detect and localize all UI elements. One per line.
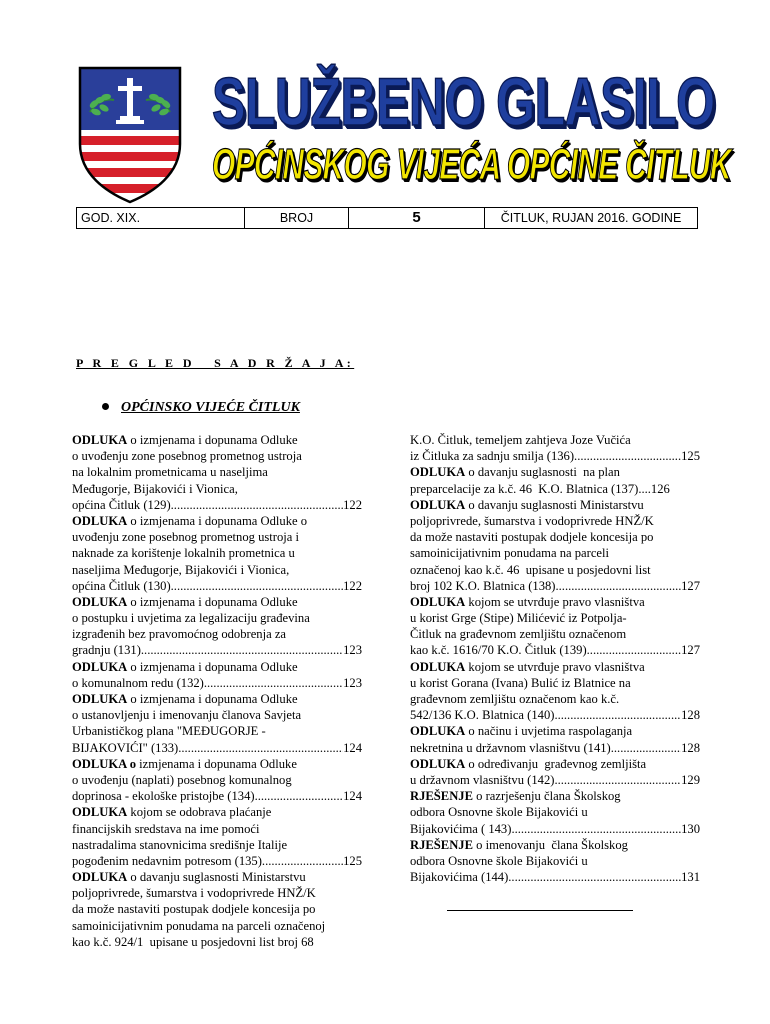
toc-entry-text: nastradalima stanovnicima središnje Italije	[72, 837, 288, 852]
toc-entry-text: o izmjenama i dopunama Odluke	[127, 692, 298, 706]
toc-entry-text: naknade za korištenje lokalnih prometnica u	[72, 546, 295, 561]
toc-page-number: 124	[343, 789, 362, 804]
toc-entry-line-with-page	[410, 642, 700, 658]
document-type-label: ODLUKA	[72, 870, 128, 885]
dot-leader	[178, 740, 343, 756]
toc-page-number: 130	[681, 821, 700, 836]
toc-entry-text: broj 102 K.O. Blatnica (138)	[410, 578, 556, 593]
toc-entry-line	[410, 513, 700, 529]
toc-entry-line	[72, 545, 362, 561]
toc-entry-text: o ustanovljenju i imenovanju članova Savjeta	[72, 708, 302, 723]
toc-entry-text: o komunalnom redu (132)	[72, 675, 204, 690]
toc-page-number: 127	[681, 643, 700, 658]
table-of-contents-heading: P R E G L E D S A D R Ž A J A:	[76, 356, 355, 370]
toc-entry-text: uvođenju zone posebnog prometnog ustroja i	[72, 530, 299, 545]
toc-entry-line	[72, 562, 362, 578]
document-type-label: RJEŠENJE	[410, 789, 473, 804]
toc-entry-line	[410, 481, 700, 497]
toc-entry-line	[72, 707, 362, 723]
toc-entry-text: preparcelacije za k.č. 46 K.O. Blatnica (137)....126	[410, 481, 670, 496]
masthead-title: SLUŽBENO GLASILO	[212, 64, 715, 140]
toc-entry-text: na lokalnim prometnicama u naseljima	[72, 465, 268, 480]
toc-entry-text: samoinicijativnim ponudama na parceli označenoj	[72, 918, 326, 933]
toc-page-number: 122	[343, 497, 362, 512]
document-type-label: ODLUKA	[410, 756, 466, 771]
toc-entry-text: iz Čitluka za sadnju smilja (136)	[410, 449, 575, 464]
toc-page-number: 125	[343, 853, 362, 868]
toc-entry-text: Bijakovićima (144)	[410, 870, 509, 885]
volume-cell: GOD. XIX.	[77, 208, 245, 228]
toc-page-number: 129	[681, 772, 700, 787]
toc-entry-line	[72, 821, 362, 837]
toc-entry-text: poljoprivrede, šumarstva i vodoprivrede HNŽ/K	[410, 513, 654, 528]
toc-entry-text: o izmjenama i dopunama Odluke	[127, 433, 298, 447]
toc-entry-line	[410, 464, 700, 480]
masthead-subtitle: OPĆINSKOG VIJEĆA OPĆINE ČITLUK	[212, 140, 731, 189]
dot-leader	[511, 821, 681, 837]
toc-entry-text: označenoj kao k.č. 46 upisane u posjedovni list	[410, 562, 651, 577]
toc-entry-line-with-page	[72, 740, 362, 756]
toc-entry-text: o uvođenju zone posebnog prometnog ustroja	[72, 449, 302, 464]
toc-entry-text: BIJAKOVIĆI" (133)	[72, 740, 179, 755]
toc-entry-text: u državnom vlasništvu (142)	[410, 772, 555, 787]
toc-entry-line-with-page	[410, 821, 700, 837]
toc-entry-line	[72, 756, 362, 772]
toc-entry-text: o razrješenju člana Školskog	[473, 789, 621, 804]
document-type-label: ODLUKA	[410, 659, 466, 674]
dot-leader	[171, 578, 343, 594]
document-type-label: ODLUKA	[72, 659, 128, 674]
toc-entry-line	[410, 837, 700, 853]
document-type-label: ODLUKA	[410, 465, 466, 480]
section-heading	[102, 400, 300, 416]
dot-leader	[204, 675, 343, 691]
toc-entry-text: kao k.č. 1616/70 K.O. Čitluk (139)	[410, 643, 587, 658]
toc-entry-line	[72, 691, 362, 707]
toc-entry-line	[72, 934, 362, 950]
toc-entry-text: odbora Osnovne škole Bijakovići u	[410, 805, 588, 820]
toc-entry-line	[410, 610, 700, 626]
issue-number-label: BROJ	[245, 208, 349, 228]
toc-entry-text: kojom se utvrđuje pravo vlasništva	[465, 659, 645, 674]
dot-leader	[171, 497, 343, 513]
toc-entry-text: kao k.č. 924/1 upisane u posjedovni list broj 68	[72, 934, 314, 949]
toc-entry-text: o određivanju građevnog zemljišta	[465, 756, 647, 771]
toc-entry-line	[410, 562, 700, 578]
toc-entry-line-with-page	[410, 707, 700, 723]
toc-left-column	[72, 432, 362, 950]
toc-entry-line	[72, 610, 362, 626]
toc-entry-line	[72, 918, 362, 934]
dot-leader	[554, 707, 681, 723]
toc-entry-text: o davanju suglasnosti Ministarstvu	[465, 497, 644, 512]
toc-entry-text: doprinosa - ekološke pristojbe (134)	[72, 789, 255, 804]
toc-entry-line-with-page	[410, 578, 700, 594]
toc-entry-line	[72, 529, 362, 545]
toc-entry-text: Urbanističkog plana "MEĐUGORJE -	[72, 724, 266, 739]
toc-entry-text: o imenovanju člana Školskog	[473, 837, 628, 852]
toc-entry-line	[72, 804, 362, 820]
toc-entry-line	[72, 901, 362, 917]
document-type-label: ODLUKA	[410, 497, 466, 512]
end-rule	[447, 910, 633, 911]
toc-entry-text: izmjenama i dopunama Odluke	[136, 756, 297, 771]
toc-entry-text: građevnom zemljištu označenom kao k.č.	[410, 692, 620, 706]
toc-entry-line	[410, 545, 700, 561]
toc-entry-text: o izmjenama i dopunama Odluke	[127, 594, 298, 609]
toc-entry-line	[72, 772, 362, 788]
toc-entry-line-with-page	[72, 788, 362, 804]
dot-leader	[508, 869, 681, 885]
toc-entry-text: pogođenim nedavnim potresom (135)	[72, 853, 262, 868]
toc-entry-line	[410, 529, 700, 545]
document-type-label: ODLUKA o	[72, 756, 137, 771]
toc-entry-text: općina Čitluk (130)	[72, 578, 171, 593]
toc-entry-line	[72, 837, 362, 853]
toc-entry-line	[410, 853, 700, 869]
toc-entry-line-with-page	[72, 675, 362, 691]
toc-entry-text: o uvođenju (naplati) posebnog komunalnog	[72, 772, 292, 787]
toc-entry-line	[72, 885, 362, 901]
toc-page-number: 123	[343, 675, 362, 690]
document-type-label: ODLUKA	[72, 433, 128, 447]
toc-page-number: 127	[681, 578, 700, 593]
toc-entry-text: u korist Gorana (Ivana) Bulić iz Blatnice na	[410, 675, 631, 690]
dot-leader	[262, 853, 343, 869]
toc-entry-text: da može nastaviti postupak dodjele koncesija po	[410, 530, 654, 545]
dot-leader	[587, 642, 681, 658]
toc-entry-line	[410, 497, 700, 513]
issue-number-value: 5	[349, 208, 485, 228]
dot-leader	[141, 642, 343, 658]
toc-entry-text: samoinicijativnim ponudama na parceli	[410, 546, 609, 561]
toc-entry-line	[410, 626, 700, 642]
toc-entry-line	[72, 448, 362, 464]
toc-entry-text: o davanju suglasnosti Ministarstvu	[127, 870, 306, 885]
toc-entry-text: izgrađenih bez pravomoćnog odobrenja za	[72, 627, 287, 642]
toc-entry-text: nekretnina u državnom vlasništvu (141)	[410, 740, 611, 755]
toc-entry-text: Međugorje, Bijakovići i Vionica,	[72, 481, 238, 496]
toc-entry-line	[72, 626, 362, 642]
issue-header-table	[76, 207, 698, 229]
toc-entry-text: da može nastaviti postupak dodjele koncesija po	[72, 902, 316, 917]
toc-page-number: 124	[343, 740, 362, 755]
toc-entry-text: naseljima Međugorje, Bijakovići i Vionica,	[72, 562, 290, 577]
toc-entry-line-with-page	[72, 497, 362, 513]
toc-page-number: 128	[681, 740, 700, 755]
toc-entry-text: Bijakovićima ( 143)	[410, 821, 512, 836]
toc-entry-line	[410, 756, 700, 772]
toc-entry-text: u korist Grge (Stipe) Milićević iz Potpolja-	[410, 611, 627, 626]
document-type-label: ODLUKA	[72, 805, 128, 820]
toc-entry-line	[72, 594, 362, 610]
toc-entry-line	[72, 659, 362, 675]
toc-entry-line-with-page	[410, 448, 700, 464]
toc-entry-text: o postupku i uvjetima za legalizaciju građevina	[72, 611, 310, 626]
document-type-label: RJEŠENJE	[410, 837, 473, 852]
toc-entry-line	[410, 594, 700, 610]
toc-entry-text: K.O. Čitluk, temeljem zahtjeva Joze Vučića	[410, 433, 631, 447]
toc-entry-text: o načinu i uvjetima raspolaganja	[465, 724, 633, 739]
dot-leader	[574, 448, 681, 464]
toc-entry-text: o izmjenama i dopunama Odluke o	[127, 513, 308, 528]
toc-page-number: 131	[681, 870, 700, 885]
toc-entry-line	[72, 513, 362, 529]
toc-entry-line-with-page	[410, 869, 700, 885]
toc-entry-line-with-page	[410, 740, 700, 756]
toc-entry-text: općina Čitluk (129)	[72, 497, 171, 512]
toc-entry-line	[410, 804, 700, 820]
toc-entry-text: 542/136 K.O. Blatnica (140)	[410, 708, 555, 723]
toc-entry-line	[72, 432, 362, 448]
document-type-label: ODLUKA	[410, 594, 466, 609]
dot-leader	[556, 578, 682, 594]
document-type-label: ODLUKA	[72, 692, 128, 706]
toc-entry-line-with-page	[72, 853, 362, 869]
toc-entry-text: poljoprivrede, šumarstva i vodoprivrede HNŽ/K	[72, 886, 316, 901]
dot-leader	[255, 788, 344, 804]
toc-right-column	[410, 432, 700, 885]
dot-leader	[611, 740, 681, 756]
toc-entry-line-with-page	[72, 642, 362, 658]
toc-entry-line	[410, 432, 700, 448]
place-date-cell: ČITLUK, RUJAN 2016. GODINE	[500, 211, 682, 225]
bullet-icon	[102, 403, 109, 410]
document-type-label: ODLUKA	[72, 594, 128, 609]
toc-entry-text: o izmjenama i dopunama Odluke	[127, 659, 298, 674]
toc-entry-line	[410, 788, 700, 804]
toc-entry-line	[410, 723, 700, 739]
section-title: OPĆINSKO VIJEĆE ČITLUK	[121, 400, 300, 415]
toc-page-number: 123	[343, 643, 362, 658]
toc-entry-text: kojom se utvrđuje pravo vlasništva	[465, 594, 645, 609]
toc-entry-line	[410, 675, 700, 691]
toc-entry-line-with-page	[410, 772, 700, 788]
toc-entry-line	[410, 659, 700, 675]
toc-page-number: 125	[681, 449, 700, 464]
toc-entry-line-with-page	[72, 578, 362, 594]
toc-entry-text: kojom se odobrava plaćanje	[127, 805, 272, 820]
toc-entry-text: o davanju suglasnosti na plan	[465, 465, 620, 480]
toc-entry-line	[72, 464, 362, 480]
toc-page-number: 122	[343, 578, 362, 593]
toc-entry-line	[72, 723, 362, 739]
toc-entry-text: gradnju (131)	[72, 643, 141, 658]
toc-entry-line	[72, 869, 362, 885]
toc-entry-text: Čitluk na građevnom zemljištu označenom	[410, 627, 627, 642]
toc-entry-text: odbora Osnovne škole Bijakovići u	[410, 853, 588, 868]
dot-leader	[554, 772, 681, 788]
toc-entry-text: financijskih sredstava na ime pomoći	[72, 821, 260, 836]
document-type-label: ODLUKA	[410, 724, 466, 739]
document-type-label: ODLUKA	[72, 513, 128, 528]
toc-entry-line	[72, 481, 362, 497]
toc-entry-line	[410, 691, 700, 707]
coat-of-arms-icon	[76, 64, 184, 204]
toc-page-number: 128	[681, 708, 700, 723]
